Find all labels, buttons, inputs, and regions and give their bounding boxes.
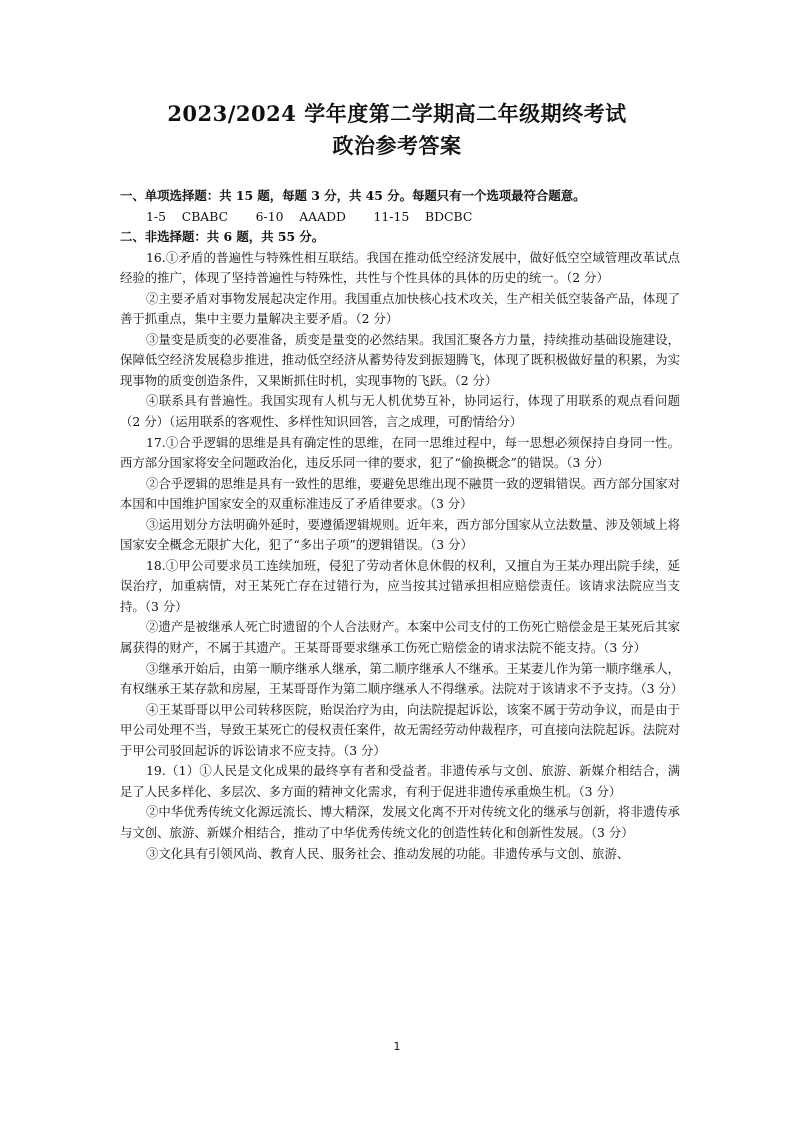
exam-title: 2023/2024 学年度第二学期高二年级期终考试 — [167, 101, 627, 126]
q16-point-3: ③量变是质变的必要准备，质变是量变的必然结果。我国汇聚各方力量，持续推动基础设施建设，保障低空经济发展稳步推进，推动低空经济从蓄势待发到振翅腾飞，体现了既积极做好量的积累，为实现事物的质变创造条件，又果断抓住时机，实现事物的飞跃。（2 分） — [120, 331, 680, 388]
section-1-heading: 一、单项选择题：共 15 题，每题 3 分，共 45 分。每题只有一个选项最符合题意。 — [120, 188, 586, 203]
answer-body — [120, 186, 684, 864]
multiple-choice-answers: 1-5 CBABC 6-10 AAADD 11-15 BDCBC — [146, 208, 473, 224]
q17-point-1: 17.①合乎逻辑的思维是具有确定性的思维，在同一思维过程中，每一思想必须保持自身同一性。西方部分国家将安全问题政治化，违反乐同一律的要求，犯了“偷换概念”的错误。（3 分） — [120, 434, 680, 471]
q16-point-1: 16.①矛盾的普遍性与特殊性相互联结。我国在推动低空经济发展中，做好低空空域管理改革试点经验的推广，体现了坚持普遍性与特殊性，共性与个性具体的具体的历史的统一。（2 分） — [120, 249, 680, 286]
q18-point-2: ②遗产是被继承人死亡时遗留的个人合法财产。本案中公司支付的工伤死亡赔偿金是王某死后其家属获得的财产，不属于其遗产。王某哥哥要求继承工伤死亡赔偿金的请求法院不能支持。（3 分） — [120, 619, 680, 656]
q16-point-2: ②主要矛盾对事物发展起决定作用。我国重点加快核心技术攻关，生产相关低空装备产品，体现了善于抓重点，集中主要力量解决主要矛盾。（2 分） — [120, 290, 680, 327]
q18-point-3: ③继承开始后，由第一顺序继承人继承，第二顺序继承人不继承。王某妻儿作为第一顺序继承人，有权继承王某存款和房屋，王某哥哥作为第二顺序继承人不得继承。法院对于该请求不予支持。（3 分） — [120, 660, 684, 697]
q19-point-2: ②中华优秀传统文化源远流长、博大精深，发展文化离不开对传统文化的继承与创新，将非遗传承与文创、旅游、新媒介相结合，推动了中华优秀传统文化的创造性转化和创新性发展。（3 分） — [120, 804, 680, 840]
section-2-heading: 二、非选择题：共 6 题，共 55 分。 — [120, 229, 325, 245]
q16-point-4: ④联系具有普遍性。我国实现有人机与无人机优势互补，协同运行，体现了用联系的观点看问题（2 分）（运用联系的客观性、多样性知识回答，言之成理，可酌情给分） — [120, 393, 680, 430]
q18-point-1: 18.①甲公司要求员工连续加班，侵犯了劳动者休息休假的权利，又擅自为王某办理出院手续，延误治疗，加重病情，对王某死亡存在过错行为，应当按其过错承担相应赔偿责任。该请求法院应当支持。（3 分） — [120, 557, 680, 614]
q17-point-2: ②合乎逻辑的思维是具有一致性的思维，要避免思维出现不融贯一致的逻辑错误。西方部分国家对本国和中国维护国家安全的双重标准违反了矛盾律要求。（3 分） — [120, 475, 680, 512]
q19-point-3: ③文化具有引领风尚、教育人民、服务社会、推动发展的功能。非遗传承与文创、旅游、 — [146, 845, 630, 861]
q19-point-1: 19.（1）①人民是文化成果的最终享有者和受益者。非遗传承与文创、旅游、新媒介相结合，满足了人民多样化、多层次、多方面的精神文化需求，有利于促进非遗传承重焕生机。（3 分） — [120, 763, 680, 799]
answer-key-title: 政治参考答案 — [332, 133, 462, 158]
q18-point-4: ④王某哥哥以甲公司转移医院，贻误治疗为由，向法院提起诉讼，该案不属于劳动争议，而是由于甲公司处理不当，导致王某死亡的侵权责任案件，故无需经劳动仲裁程序，可直接向法院起诉。法院对于甲公司驳回起诉的诉讼请求不应支持。（3 分） — [120, 701, 680, 758]
q17-point-3: ③运用划分方法明确外延时，要遵循逻辑规则。近年来，西方部分国家从立法数量、涉及领域上将国家安全概念无限扩大化，犯了“多出子项”的逻辑错误。（3 分） — [120, 516, 680, 553]
page-number: 1 — [393, 1040, 401, 1053]
